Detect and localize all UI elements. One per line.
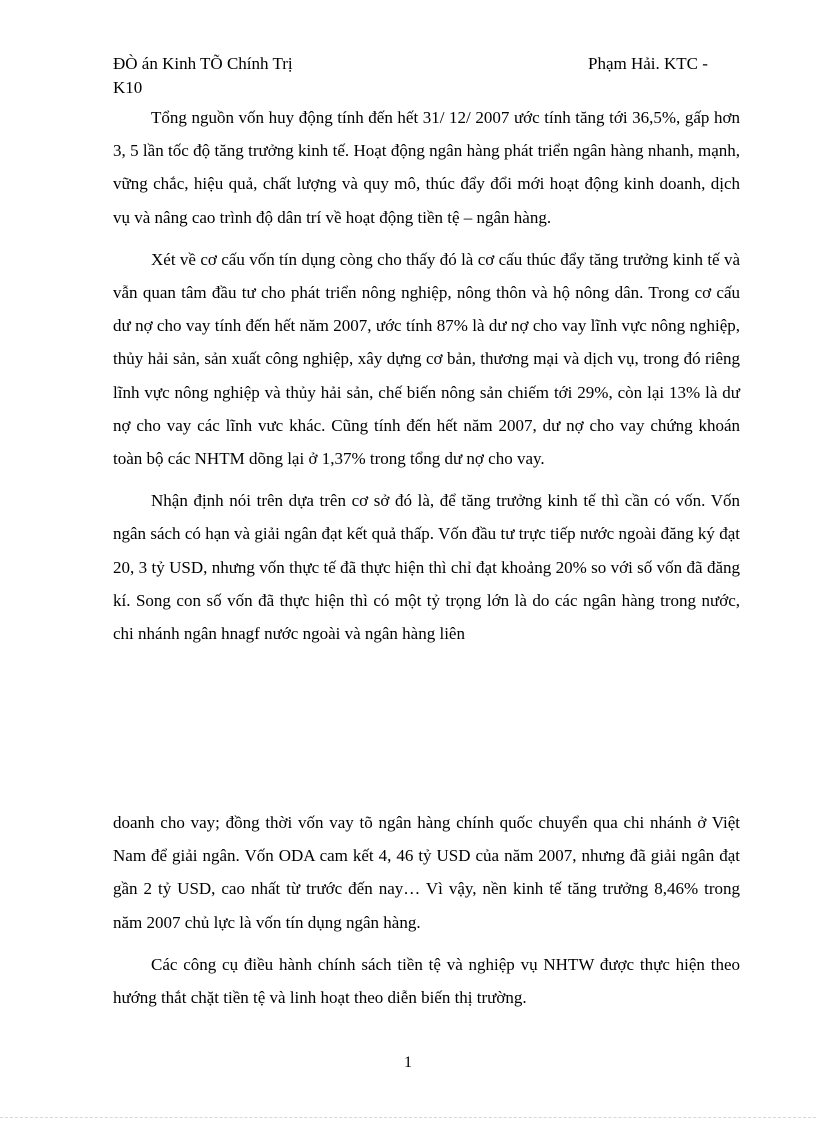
paragraph-credit-structure: Xét về cơ cấu vốn tín dụng còng cho thấy đó là cơ cấu thúc đẩy tăng trưởng kinh tế và vẫn quan tâm đầu tư cho phát triển nông nghiệp, nông thôn và hộ nông dân. Trong cơ cấu dư nợ cho vay tính đến hết năm 2007, ước tính 87% là dư nợ cho vay lĩnh vực nông nghiệp, thủy hải sản, sản xuất công nghiệp, xây dựng cơ bản, thương mại và dịch vụ, trong đó riêng lĩnh vực nông nghiệp và thủy hải sản, chế biến nông sản chiếm tới 29%, còn lại 13% là dư nợ cho vay các lĩnh vưc khác. Cũng tính đến hết năm 2007, dư nợ cho vay chứng khoán toàn bộ các NHTM dõng lại ở 1,37% trong tổng dư nợ cho vay. xyxy=(113,249,740,469)
header-author-continuation: K10 xyxy=(113,78,143,97)
page-bottom-divider xyxy=(0,1117,816,1118)
body-text-block-top xyxy=(113,101,740,659)
paragraph-continuation: doanh cho vay; đồng thời vốn vay tõ ngân hàng chính quốc chuyển qua chi nhánh ở Việt Nam để giải ngân. Vốn ODA cam kết 4, 46 tỷ USD của năm 2007, nhưng đã giải ngân đạt gần 2 tỷ USD, cao nhất từ trước đến nay… Vì vậy, nền kinh tế tăng trưởng 8,46% trong năm 2007 chủ lực là vốn tín dụng ngân hàng. xyxy=(113,813,740,932)
paragraph-capital-mobilization: Tổng nguồn vốn huy động tính đến hết 31/ 12/ 2007 ước tính tăng tới 36,5%, gấp hơn 3, 5 lần tốc độ tăng trưởng kinh tế. Hoạt động ngân hàng phát triển ngân hàng nhanh, mạnh, vững chắc, hiệu quả, chất lượng và quy mô, thúc đẩy đổi mới hoạt động kinh doanh, dịch vụ và nâng cao trình độ dân trí về hoạt động tiền tệ – ngân hàng. xyxy=(113,108,740,227)
page-number: 1 xyxy=(404,1054,412,1071)
header-author: Phạm Hải. KTC - xyxy=(588,54,708,73)
body-text-block-bottom xyxy=(113,806,740,1023)
header-title: ĐÒ án Kinh TÕ Chính Trị xyxy=(113,54,293,73)
paragraph-growth-capital: Nhận định nói trên dựa trên cơ sở đó là, để tăng trưởng kinh tế thì cần có vốn. Vốn ngân sách có hạn và giải ngân đạt kết quả thấp. Vốn đầu tư trực tiếp nước ngoài đăng ký đạt 20, 3 tỷ USD, nhưng vốn thực tế đã thực hiện thì chỉ đạt khoảng 20% so với số vốn đã đăng kí. Song con số vốn đã thực hiện thì có một tỷ trọng lớn là do các ngân hàng trong nước, chi nhánh ngân hnagf nước ngoài và ngân hàng liên xyxy=(113,491,740,644)
paragraph-monetary-policy: Các công cụ điều hành chính sách tiền tệ và nghiệp vụ NHTW được thực hiện theo hướng thắt chặt tiền tệ và linh hoạt theo diễn biến thị trường. xyxy=(113,954,740,1008)
